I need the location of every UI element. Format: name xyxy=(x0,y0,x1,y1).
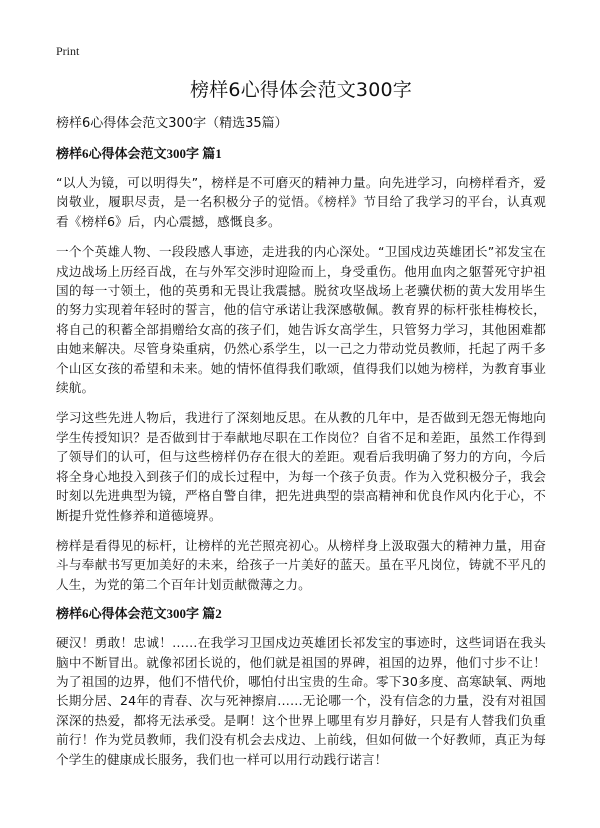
document-page xyxy=(56,44,546,780)
paragraph: 学习这些先进人物后，我进行了深刻地反思。在从教的几年中，是否做到无怨无悔地向学生传授知识？是否做到甘于奉献地尽职在工作岗位？自省不足和差距，虽然工作得到了领导们的认可，但与这些榜样仍存在很大的差距。观看后我明确了努力的方向，今后将全身心地投入到孩子们的成长过程中，为每一个孩子负责。作为入党积极分子，我会时刻以先进典型为镜，严格自警自律，把先进典型的崇高精神和优良作风内化于心，不断提升党性修养和道德境界。 xyxy=(56,410,546,523)
paragraph: 一个个英雄人物、一段段感人事迹，走进我的内心深处。“卫国戍边英雄团长”祁发宝在戍边战场上历经百战，在与外军交涉时迎险而上，身受重伤。他用血肉之躯誓死守护祖国的每一寸领土，他的英勇和无畏让我震撼。脱贫攻坚战场上老骥伏枥的黄大发用毕生的努力实现着年轻时的誓言，他的信守承诺让我深感敬佩。教育界的标杆张桂梅校长，将自己的积蓄全部捐赠给女高的孩子们，她告诉女高学生，只管努力学习，其他困难都由她来解决。尽管身染重病，仍然心系学生，以一己之力带动党员教师，托起了两千多个山区女孩的希望和未来。她的情怀值得我们歌颂，值得我们以她为榜样，为教育事业续航。 xyxy=(56,244,546,396)
section-heading: 榜样6心得体会范文300字 篇1 xyxy=(56,146,222,161)
section-heading: 榜样6心得体会范文300字 篇2 xyxy=(56,606,222,622)
paragraph: 榜样是看得见的标杆，让榜样的光芒照亮初心。从榜样身上汲取强大的精神力量，用奋斗与奉献书写更加美好的未来，给孩子一片美好的蓝天。虽在平凡岗位，铸就不平凡的人生，为党的第二个百年计划贡献微薄之力。 xyxy=(56,537,546,592)
paragraph: 硬汉！勇敢！忠诚！……在我学习卫国戍边英雄团长祁发宝的事迹时，这些词语在我头脑中不断冒出。就像祁团长说的，他们就是祖国的界碑，祖国的边界，他们寸步不让！为了祖国的边界，他们不惜代价，哪怕付出宝贵的生命。零下30多度、高寒缺氧、两地长期分居、24年的青春、次与死神擦肩……无论哪一个，没有信念的力量，没有对祖国深深的热爱，都将无法承受。是啊！这个世界上哪里有岁月静好，只是有人替我们负重前行！作为党员教师，我们没有机会去戍边、上前线，但如何做一个好教师，真正为每个学生的健康成长服务，我们也一样可以用行动践行诺言！ xyxy=(56,635,546,767)
print-label: Print xyxy=(56,44,80,58)
section-1 xyxy=(56,145,546,594)
paragraph: “以人为镜，可以明得失”，榜样是不可磨灭的精神力量。向先进学习，向榜样看齐，爱岗敬业，履职尽责，是一名积极分子的觉悟。《榜样》节目给了我学习的平台，认真观看《榜样6》后，内心震撼，感慨良多。 xyxy=(56,175,546,229)
document-subtitle: 榜样6心得体会范文300字（精选35篇） xyxy=(56,116,288,131)
document-title: 榜样6心得体会范文300字 xyxy=(190,79,412,101)
section-2 xyxy=(56,605,546,769)
